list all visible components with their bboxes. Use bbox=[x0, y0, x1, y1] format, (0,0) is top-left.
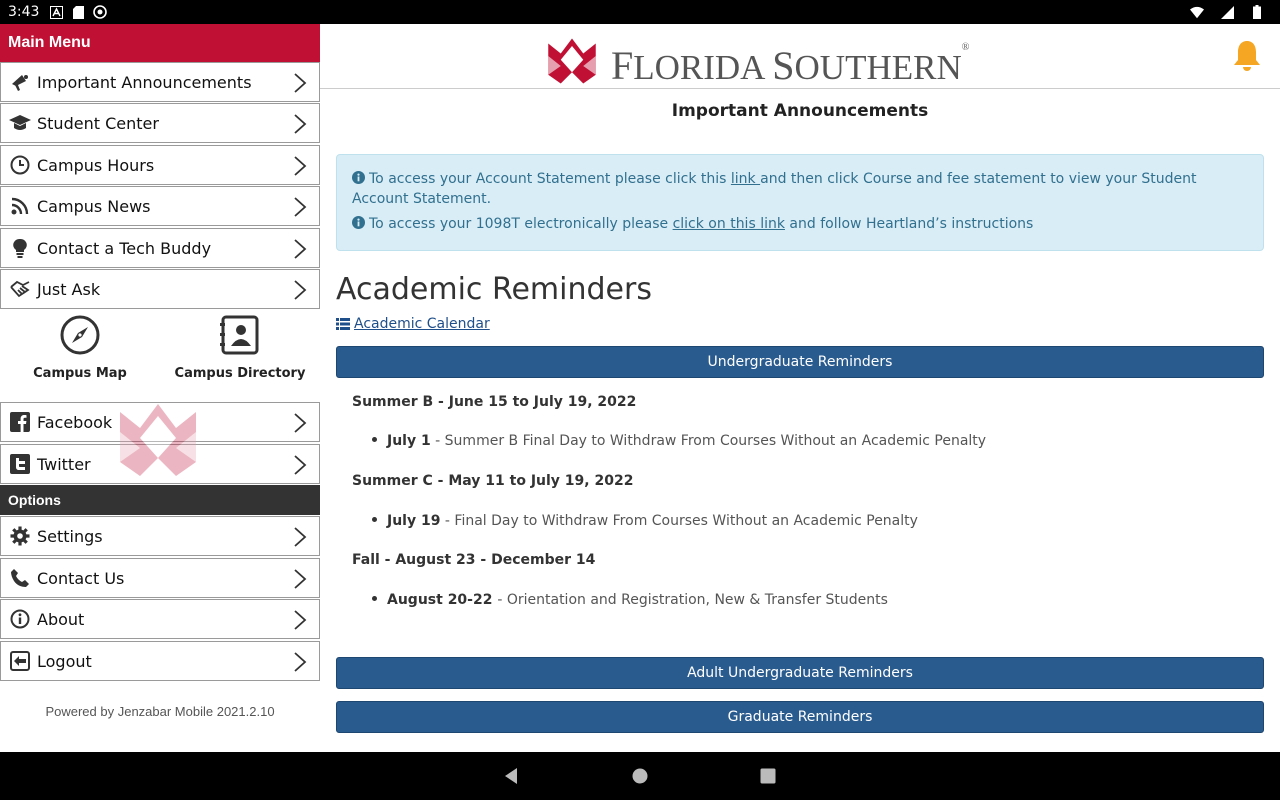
florida-southern-logo bbox=[547, 32, 969, 89]
sidebar-item-campus-news[interactable] bbox=[0, 186, 320, 226]
chevron-right-icon bbox=[293, 526, 307, 548]
address-book-icon bbox=[219, 314, 261, 356]
sidebar-item-label: Campus News bbox=[37, 196, 151, 216]
status-bar bbox=[0, 0, 1280, 24]
list-item: July 1 - Summer B Final Day to Withdraw From Courses Without an Academic Penalty bbox=[372, 433, 986, 449]
tile-campus-directory[interactable] bbox=[160, 314, 320, 384]
recents-icon[interactable] bbox=[758, 766, 778, 786]
twitter-icon bbox=[9, 453, 31, 475]
top-bar bbox=[320, 24, 1280, 89]
main-menu-header: Main Menu bbox=[0, 24, 320, 62]
sidebar-item-logout[interactable] bbox=[0, 641, 320, 681]
tile-label: Campus Directory bbox=[174, 366, 306, 381]
1098t-link[interactable]: click on this link bbox=[672, 216, 785, 232]
section-title: Academic Reminders bbox=[336, 272, 652, 307]
status-time: 3:43 bbox=[8, 4, 40, 20]
info-line-1098t: To access your 1098T electronically please click on this link and follow Heartland’s instructions bbox=[352, 214, 1248, 234]
wifi-icon bbox=[1190, 5, 1204, 19]
handshake-icon bbox=[9, 278, 31, 300]
info-circle-icon bbox=[352, 171, 365, 184]
chevron-right-icon bbox=[293, 72, 307, 94]
notification-a-icon bbox=[49, 5, 63, 19]
sidebar-item-label: Contact Us bbox=[37, 568, 125, 588]
sidebar-item-label: Facebook bbox=[37, 412, 113, 432]
signal-icon bbox=[1220, 5, 1234, 19]
chevron-right-icon bbox=[293, 651, 307, 673]
sidebar-item-campus-hours[interactable] bbox=[0, 145, 320, 185]
sidebar-item-student-center[interactable] bbox=[0, 103, 320, 143]
sync-icon bbox=[93, 5, 107, 19]
chevron-right-icon bbox=[293, 568, 307, 590]
info-alert bbox=[336, 154, 1264, 251]
options-header: Options bbox=[0, 485, 320, 515]
sidebar-item-label: Just Ask bbox=[37, 279, 101, 299]
page-title: Important Announcements bbox=[671, 101, 929, 121]
sidebar-item-twitter[interactable] bbox=[0, 444, 320, 484]
reminder-heading: Summer B - June 15 to July 19, 2022 bbox=[352, 394, 637, 410]
sidebar-item-label: Logout bbox=[37, 651, 92, 671]
sidebar-item-contact-tech-buddy[interactable] bbox=[0, 228, 320, 268]
sidebar bbox=[0, 24, 320, 752]
sidebar-item-just-ask[interactable] bbox=[0, 269, 320, 309]
sidebar-item-label: Contact a Tech Buddy bbox=[37, 238, 212, 258]
battery-icon bbox=[1250, 5, 1264, 19]
powered-by-text: Powered by Jenzabar Mobile 2021.2.10 bbox=[45, 704, 275, 719]
chevron-right-icon bbox=[293, 238, 307, 260]
logo-mark-icon bbox=[547, 37, 597, 85]
info-line-account-statement: To access your Account Statement please click this link and then click Course and fee statement to view your Student Account Statement. bbox=[352, 171, 1197, 207]
reminder-heading: Fall - August 23 - December 14 bbox=[352, 552, 596, 568]
info-circle-icon bbox=[352, 216, 365, 229]
tile-campus-map[interactable] bbox=[0, 314, 160, 384]
chevron-right-icon bbox=[293, 609, 307, 631]
logo-text: FLORIDA SOUTHERN® bbox=[611, 42, 970, 88]
graduation-cap-icon bbox=[9, 112, 31, 134]
tile-label: Campus Map bbox=[33, 366, 127, 381]
chevron-right-icon bbox=[293, 412, 307, 434]
chevron-right-icon bbox=[293, 155, 307, 177]
sidebar-item-about[interactable] bbox=[0, 599, 320, 639]
sidebar-item-label: About bbox=[37, 609, 85, 629]
sidebar-item-label: Settings bbox=[37, 526, 103, 546]
chevron-right-icon bbox=[293, 279, 307, 301]
list-item: July 19 - Final Day to Withdraw From Courses Without an Academic Penalty bbox=[372, 513, 918, 529]
sidebar-item-settings[interactable] bbox=[0, 516, 320, 556]
list-item: August 20-22 - Orientation and Registration, New & Transfer Students bbox=[372, 592, 888, 608]
chevron-right-icon bbox=[293, 113, 307, 135]
sd-card-icon bbox=[71, 5, 85, 19]
sidebar-item-label: Important Announcements bbox=[37, 72, 252, 92]
logout-icon bbox=[9, 650, 31, 672]
rss-icon bbox=[9, 195, 31, 217]
clock-icon bbox=[9, 154, 31, 176]
sidebar-item-label: Campus Hours bbox=[37, 155, 155, 175]
sidebar-item-contact-us[interactable] bbox=[0, 558, 320, 598]
undergraduate-reminders-button[interactable]: Undergraduate Reminders bbox=[336, 346, 1264, 378]
phone-icon bbox=[9, 567, 31, 589]
gear-icon bbox=[9, 525, 31, 547]
main-content bbox=[320, 24, 1280, 752]
info-icon bbox=[9, 608, 31, 630]
sidebar-item-label: Student Center bbox=[37, 113, 159, 133]
compass-icon bbox=[59, 314, 101, 356]
adult-undergraduate-reminders-button[interactable]: Adult Undergraduate Reminders bbox=[336, 657, 1264, 689]
facebook-icon bbox=[9, 411, 31, 433]
academic-calendar-link[interactable]: Academic Calendar bbox=[336, 316, 490, 332]
reminder-heading: Summer C - May 11 to July 19, 2022 bbox=[352, 473, 634, 489]
sidebar-item-important-announcements[interactable] bbox=[0, 62, 320, 102]
lightbulb-icon bbox=[9, 237, 31, 259]
home-icon[interactable] bbox=[630, 766, 650, 786]
back-icon[interactable] bbox=[502, 766, 522, 786]
android-nav-bar bbox=[0, 752, 1280, 800]
chevron-right-icon bbox=[293, 454, 307, 476]
bell-icon[interactable] bbox=[1232, 39, 1262, 73]
graduate-reminders-button[interactable]: Graduate Reminders bbox=[336, 701, 1264, 733]
sidebar-item-facebook[interactable] bbox=[0, 402, 320, 442]
sidebar-item-label: Twitter bbox=[37, 454, 91, 474]
chevron-right-icon bbox=[293, 196, 307, 218]
bullhorn-icon bbox=[9, 71, 31, 93]
account-statement-link[interactable]: link bbox=[730, 171, 761, 187]
list-icon bbox=[336, 318, 350, 330]
